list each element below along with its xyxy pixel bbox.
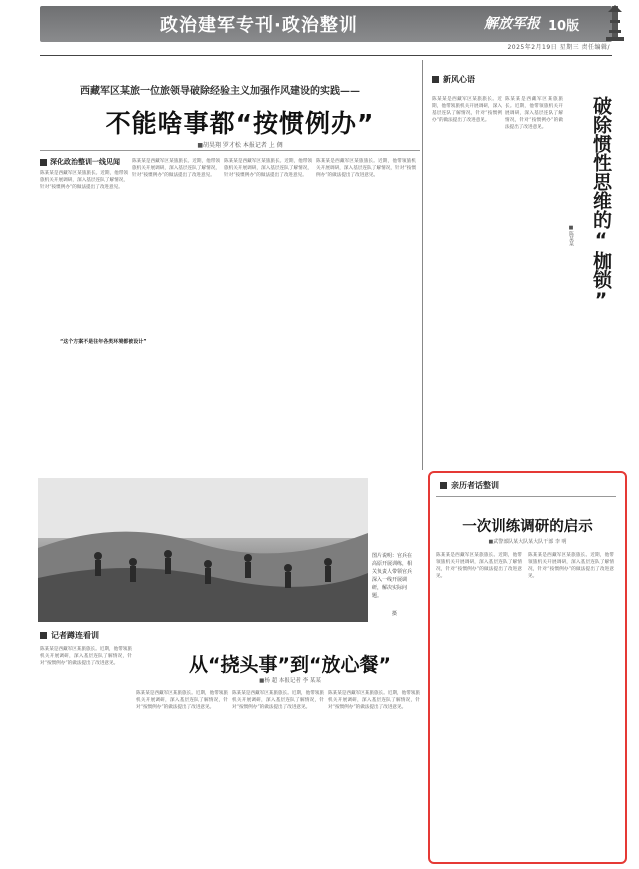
bottom-col-4: 陈某某是西藏军区某旅旅长。近期，他带领旅机关开展调研，深入基层连队了解情况，针对“按惯例办”的做法提出了改进意见。 bbox=[328, 691, 420, 710]
lead-col-1: 陈某某是西藏军区某旅旅长。近期，他带领旅机关开展调研，深入基层连队了解情况，针对“按惯例办”的做法提出了改进意见。 bbox=[40, 171, 128, 190]
bottom-title: 从“挠头事”到“放心餐” bbox=[189, 654, 391, 676]
training-photo-illustration bbox=[38, 478, 368, 622]
square-bullet-icon bbox=[440, 482, 447, 489]
side-byline: ■武警部队某大队某大队干部 李 明 bbox=[488, 539, 567, 545]
bottom-section-label: 记者蹲连看训 bbox=[51, 631, 99, 640]
square-bullet-icon bbox=[40, 632, 47, 639]
dateline: 2025年2月19日 星期三 责任编辑/ bbox=[507, 44, 610, 51]
training-photo bbox=[38, 478, 368, 622]
photo-caption: 图片说明：官兵在高原开展训练，相关负责人带领官兵深入一线开展调研，解决实际问题。 bbox=[372, 553, 413, 599]
photo-credit: 摄 bbox=[392, 611, 398, 617]
commentary-title: 破除惯性思维的“枷锁” bbox=[590, 96, 612, 311]
column-divider bbox=[422, 60, 423, 470]
lead-col-3: 陈某某是西藏军区某旅旅长。近期，他带领旅机关开展调研，深入基层连队了解情况，针对“按惯例办”的做法提出了改进意见。 bbox=[224, 159, 312, 178]
side-section-label: 亲历者话整训 bbox=[451, 481, 499, 490]
commentary-col-2: 陈某某是西藏军区某旅旅长。近期，他带领旅机关开展调研，深入基层连队了解情况，针对“按惯例办”的做法提出了改进意见。 bbox=[505, 97, 563, 130]
masthead bbox=[40, 6, 612, 42]
lead-kicker: 西藏军区某旅一位旅领导破除经验主义加强作风建设的实践—— bbox=[80, 86, 360, 97]
side-col-1: 陈某某是西藏军区某旅旅长。近期，他带领旅机关开展调研，深入基层连队了解情况，针对“按惯例办”的做法提出了改进意见。 bbox=[436, 553, 522, 579]
lead-subhead-1-text: 深化政治整训一线见闻 bbox=[50, 158, 120, 166]
bottom-section bbox=[40, 630, 99, 641]
bottom-col-2: 陈某某是西藏军区某旅旅长。近期，他带领旅机关开展调研，深入基层连队了解情况，针对“按惯例办”的做法提出了改进意见。 bbox=[136, 691, 228, 710]
commentary-byline: ■陈某某 bbox=[568, 225, 574, 246]
commentary-col-1: 陈某某是西藏军区某旅旅长。近期，他带领旅机关开展调研，深入基层连队了解情况，针对“按惯例办”的做法提出了改进意见。 bbox=[432, 97, 502, 123]
lead-subhead-2-text: “这个方案不是往年各类环境都被设计” bbox=[60, 339, 147, 345]
lead-rule bbox=[40, 150, 420, 151]
lead-subhead-2 bbox=[60, 338, 147, 345]
tower-icon bbox=[600, 2, 630, 42]
commentary-section-label: 新风心语 bbox=[443, 75, 475, 84]
square-bullet-icon bbox=[40, 159, 47, 166]
side-title: 一次训练调研的启示 bbox=[462, 519, 593, 535]
top-rule bbox=[40, 55, 612, 56]
side-col-2: 陈某某是西藏军区某旅旅长。近期，他带领旅机关开展调研，深入基层连队了解情况，针对“按惯例办”的做法提出了改进意见。 bbox=[528, 553, 614, 579]
commentary-section bbox=[432, 74, 475, 85]
bottom-col-3: 陈某某是西藏军区某旅旅长。近期，他带领旅机关开展调研，深入基层连队了解情况，针对“按惯例办”的做法提出了改进意见。 bbox=[232, 691, 324, 710]
side-section bbox=[440, 480, 499, 491]
lead-col-2: 陈某某是西藏军区某旅旅长。近期，他带领旅机关开展调研，深入基层连队了解情况，针对“按惯例办”的做法提出了改进意见。 bbox=[132, 159, 220, 178]
page-number: 10版 bbox=[548, 19, 580, 34]
lead-col-4: 陈某某是西藏军区某旅旅长。近期，他带领旅机关开展调研，深入基层连队了解情况，针对“按惯例办”的做法提出了改进意见。 bbox=[316, 159, 416, 178]
lead-subhead-1 bbox=[40, 157, 120, 167]
lead-title: 不能啥事都“按惯例办” bbox=[105, 109, 375, 138]
bottom-col-1: 陈某某是西藏军区某旅旅长。近期，他带领旅机关开展调研，深入基层连队了解情况，针对“按惯例办”的做法提出了改进意见。 bbox=[40, 647, 132, 666]
newspaper-logo: 解放军报 bbox=[484, 16, 540, 32]
lead-byline: ■胡昊翔 罗才松 本报记者 上 倜 bbox=[197, 142, 283, 149]
bottom-byline: ■杨 超 本报记者 李 某某 bbox=[259, 678, 321, 684]
square-bullet-icon bbox=[432, 76, 439, 83]
side-rule bbox=[436, 496, 616, 497]
masthead-title: 政治建军专刊·政治整训 bbox=[160, 15, 358, 36]
